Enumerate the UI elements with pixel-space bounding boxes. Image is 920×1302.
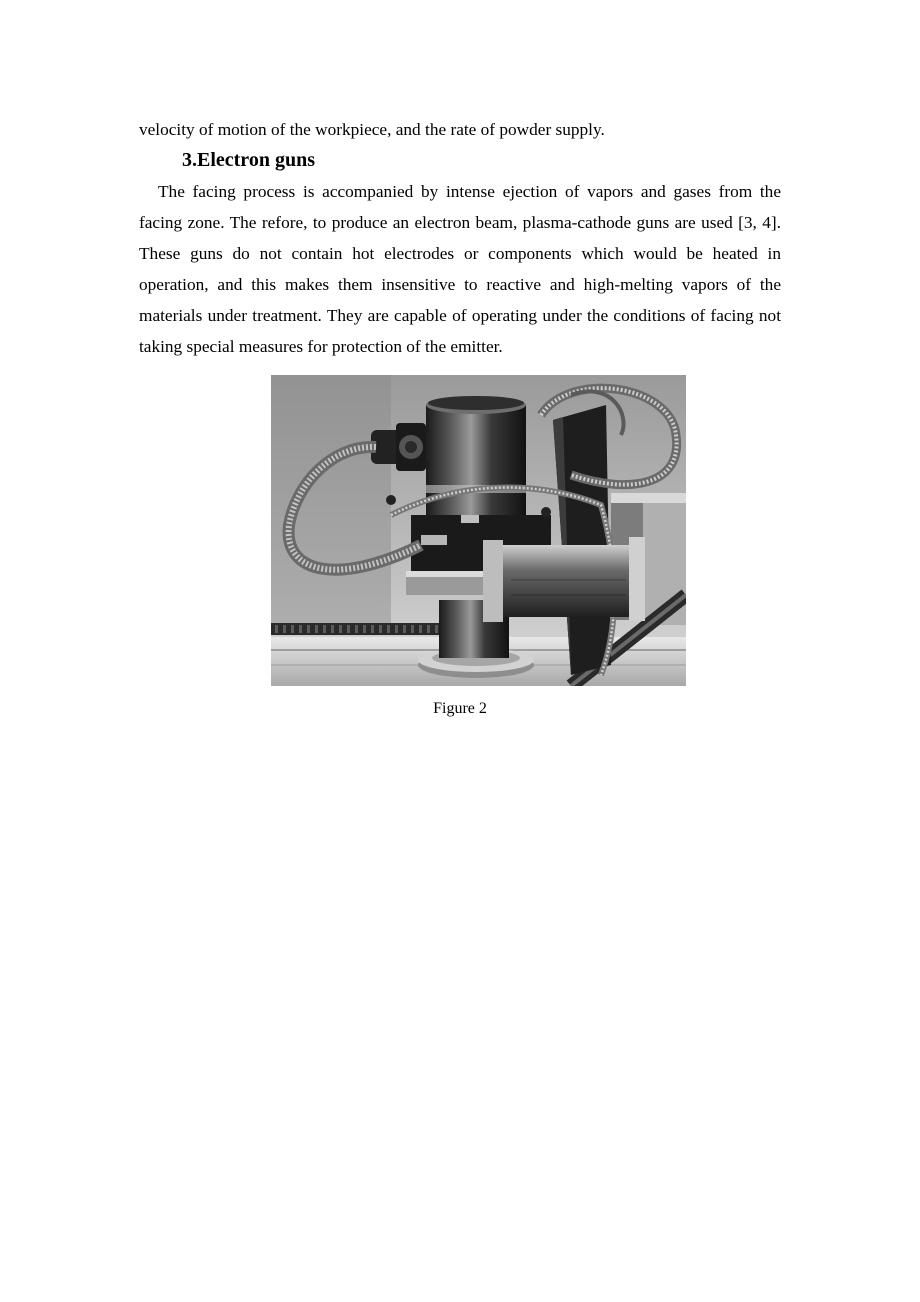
section-heading: 3.Electron guns [182,149,315,171]
carry-over-line: velocity of motion of the workpiece, and the rate of powder supply. [139,120,605,139]
electron-gun-photo [271,375,686,686]
figure-photo [271,375,686,686]
body-paragraph: The facing process is accompanied by intense ejection of vapors and gases from the facing zone. The refore, to produce an electron beam, plasma-cathode guns are used [3, 4]. These guns do not contain hot electrodes or components which would be heated in operation, and this makes them insensitive to reactive and high-melting vapors of the materials under treatment. They are capable of operating under the conditions of facing not taking special measures for protection of the emitter. [139,182,781,356]
figure-caption: Figure 2 [433,700,487,717]
